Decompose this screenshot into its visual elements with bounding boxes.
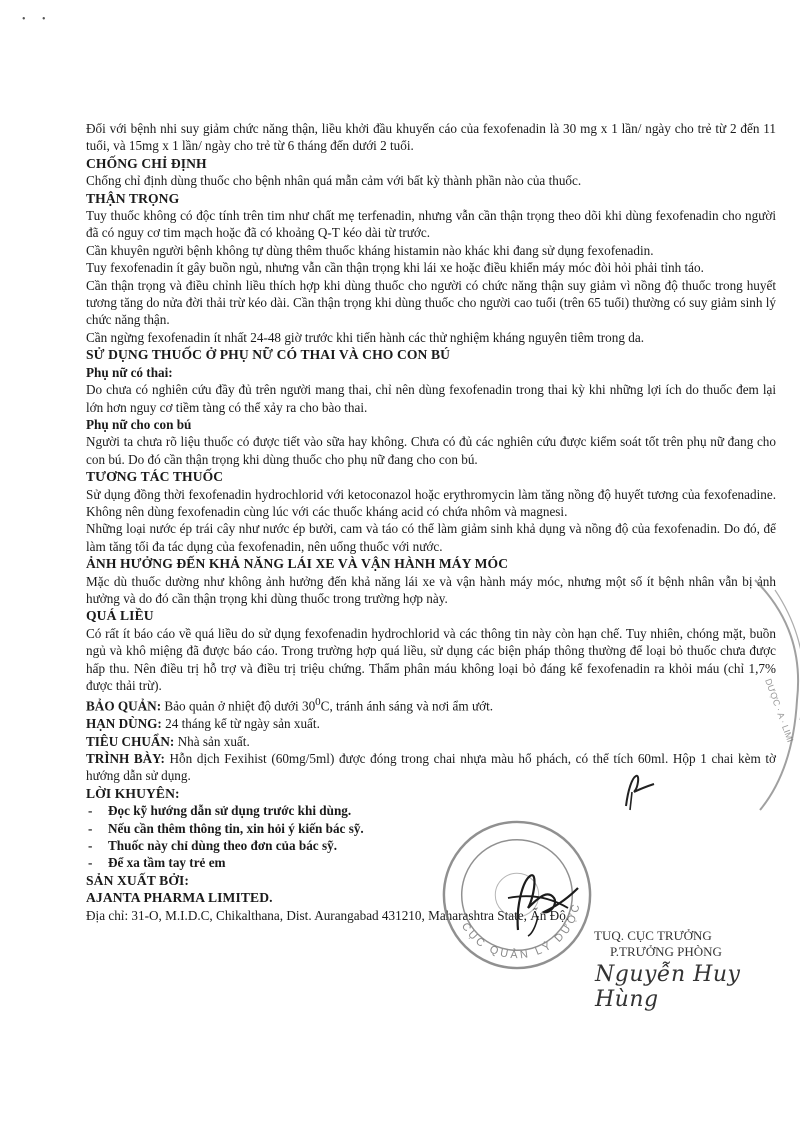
driving-text: Mặc dù thuốc dường như không ảnh hưởng đến khả năng lái xe và vận hành máy móc, nhưng một số ít bệnh nhân vẫn bị ảnh hưởng và do đó cần thận trọng khi dùng thuốc trong trường hợp này. xyxy=(86,573,776,606)
nursing-text: Người ta chưa rõ liệu thuốc có được tiết vào sữa hay không. Chưa có đủ các nghiên cứu được kiểm soát tốt trên phụ nữ đang cho con bú. Do đó cần thận trọng khi dùng thuốc cho phụ nữ đang cho con bú. xyxy=(86,434,776,467)
precautions-heading: THẬN TRỌNG xyxy=(86,190,180,206)
driving-heading: ẢNH HƯỞNG ĐẾN KHẢ NĂNG LÁI XE VÀ VẬN HÀNH MÁY MÓC xyxy=(86,556,509,572)
margin-mark: • xyxy=(22,14,26,25)
presentation-label: TRÌNH BÀY: xyxy=(86,751,165,767)
manufacturer-address: Địa chỉ: 31-O, M.I.D.C, Chikalthana, Dist. Aurangabad 431210, Maharashtra State, Ấn Độ. xyxy=(86,907,570,923)
stamp-ring-text: CỤC QUẢN LÝ DƯỢC xyxy=(458,900,583,962)
expiry-line xyxy=(86,715,776,732)
manufacturer-name: AJANTA PHARMA LIMITED. xyxy=(86,890,273,906)
contraindication-text: Chống chỉ định dùng thuốc cho bệnh nhân quá mẫn cảm với bất kỳ thành phần nào của thuốc. xyxy=(86,173,582,189)
contraindication-heading: CHỐNG CHỈ ĐỊNH xyxy=(86,155,207,171)
expiry-label: HẠN DÙNG: xyxy=(86,716,162,732)
storage-label: BẢO QUẢN: xyxy=(86,698,162,714)
initials-signature-icon xyxy=(618,770,658,812)
margin-mark: • xyxy=(42,14,46,25)
advice-item: - Thuốc này chỉ dùng theo đơn của bác sỹ. xyxy=(86,837,776,854)
manufacturer-label: SẢN XUẤT BỞI: xyxy=(86,872,190,888)
expiry-text: 24 tháng kể từ ngày sản xuất. xyxy=(165,716,320,732)
interactions-heading: TƯƠNG TÁC THUỐC xyxy=(86,469,224,485)
storage-line xyxy=(86,694,776,715)
overdose-text: Có rất ít báo cáo về quá liều do sử dụng fexofenadin hydrochlorid và các thông tin này còn hạn chế. Tuy nhiên, chóng mặt, buồn ngủ và khô miệng đã được báo cáo. Trong trường hợp quá liều, sử dụng các biện pháp thông thường để loại bỏ thuốc chưa được hấp thu. Nên điều trị hỗ trợ và điều trị triệu chứng. Thẩm phân máu không loại bỏ đáng kể fexofenadin ra khỏi máu (chỉ 1,7% được thải trừ). xyxy=(86,625,776,693)
standard-text: Nhà sản xuất. xyxy=(177,733,250,749)
nursing-subheading: Phụ nữ cho con bú xyxy=(86,416,192,432)
advice-item: - Đọc kỹ hướng dẫn sử dụng trước khi dùng. xyxy=(86,802,776,819)
storage-degree: 0 xyxy=(315,696,321,709)
interaction-paragraph: Những loại nước ép trái cây như nước ép bưởi, cam và táo có thể làm giảm sinh khả dụng và nồng độ của fexofenadin. Do đó, để làm tăng tối đa tác dụng của fexofenadin, nên uống thuốc với nước. xyxy=(86,521,776,554)
standard-label: TIÊU CHUẨN: xyxy=(86,733,175,749)
edge-stamp-text: DƯỢC · A · LIMI xyxy=(763,677,796,744)
precaution-paragraph: Cần ngừng fexofenadin ít nhất 24-48 giờ trước khi tiến hành các thử nghiệm kháng nguyên tiêm trong da. xyxy=(86,329,644,345)
signature-line-2: P.TRƯỞNG PHÒNG xyxy=(610,944,722,959)
presentation-line xyxy=(86,750,776,785)
precaution-paragraph: Tuy fexofenadin ít gây buồn ngủ, nhưng vẫn cần thận trọng khi lái xe hoặc điều khiển máy móc đòi hỏi phải tỉnh táo. xyxy=(86,260,704,276)
advice-item: - Để xa tầm tay trẻ em xyxy=(86,854,776,871)
edge-stamp-icon xyxy=(735,570,800,820)
intro-paragraph: Đối với bệnh nhi suy giảm chức năng thận, liều khởi đầu khuyến cáo của fexofenadin là 30 mg x 1 lần/ ngày cho trẻ từ 2 đến 11 tuổi, và 15mg x 1 lần/ ngày cho trẻ từ 6 tháng đến dưới 2 tuổi. xyxy=(86,121,776,154)
standard-line xyxy=(86,733,776,750)
signature-line-1: TUQ. CỤC TRƯỞNG xyxy=(594,928,712,943)
overdose-heading: QUÁ LIỀU xyxy=(86,608,154,624)
pregnant-text: Do chưa có nghiên cứu đầy đủ trên người mang thai, chỉ nên dùng fexofenadin trong thai kỳ khi những lợi ích do thuốc đem lại lớn hơn nguy cơ tiềm tàng có thể xảy ra cho bào thai. xyxy=(86,382,776,415)
precaution-paragraph: Cần thận trọng và điều chỉnh liều thích hợp khi dùng thuốc cho người có chức năng thận suy giảm vì nồng độ thuốc trong huyết tương tăng do nửa đời thải trừ kéo dài. Cần thận trọng khi dùng thuốc cho người cao tuổi (trên 65 tuổi) thường có suy giảm sinh lý chức năng thận. xyxy=(86,277,776,328)
storage-text-after: C, tránh ánh sáng và nơi ẩm ướt. xyxy=(320,698,494,714)
precaution-paragraph: Cần khuyên người bệnh không tự dùng thêm thuốc kháng histamin nào khác khi đang sử dụng fexofenadin. xyxy=(86,242,654,258)
storage-text-before: Bảo quản ở nhiệt độ dưới 30 xyxy=(164,698,316,714)
handwritten-signature-icon xyxy=(488,868,586,938)
interaction-paragraph: Sử dụng đồng thời fexofenadin hydrochlorid với ketoconazol hoặc erythromycin làm tăng nồng độ huyết tương của fexofenadine. Không nên dùng fexofenadin cùng lúc với các thuốc kháng acid có chứa nhôm và magnesi. xyxy=(86,486,776,519)
pregnant-subheading: Phụ nữ có thai: xyxy=(86,364,173,380)
advice-item: - Nếu cần thêm thông tin, xin hỏi ý kiến bác sỹ. xyxy=(86,820,776,837)
signatory-name: Nguyễn Huy Hùng xyxy=(595,962,741,1012)
margin-marks xyxy=(22,14,60,25)
presentation-text: Hỗn dịch Fexihist (60mg/5ml) được đóng trong chai nhựa màu hổ phách, có thể tích 60ml. Hộp 1 chai kèm tờ hướng dẫn sử dụng. xyxy=(86,751,777,784)
document-body xyxy=(86,120,776,924)
pregnancy-heading: SỬ DỤNG THUỐC Ở PHỤ NỮ CÓ THAI VÀ CHO CON BÚ xyxy=(86,347,451,363)
precaution-paragraph: Tuy thuốc không có độc tính trên tim như chất mẹ terfenadin, nhưng vẫn cần thận trọng theo dõi khi dùng fexofenadin cho người đã có nguy cơ tim mạch hoặc đã có khoảng Q-T kéo dài từ trước. xyxy=(86,208,776,241)
advice-list xyxy=(86,802,776,872)
signature-block xyxy=(592,928,772,960)
advice-heading: LỜI KHUYÊN: xyxy=(86,785,180,801)
